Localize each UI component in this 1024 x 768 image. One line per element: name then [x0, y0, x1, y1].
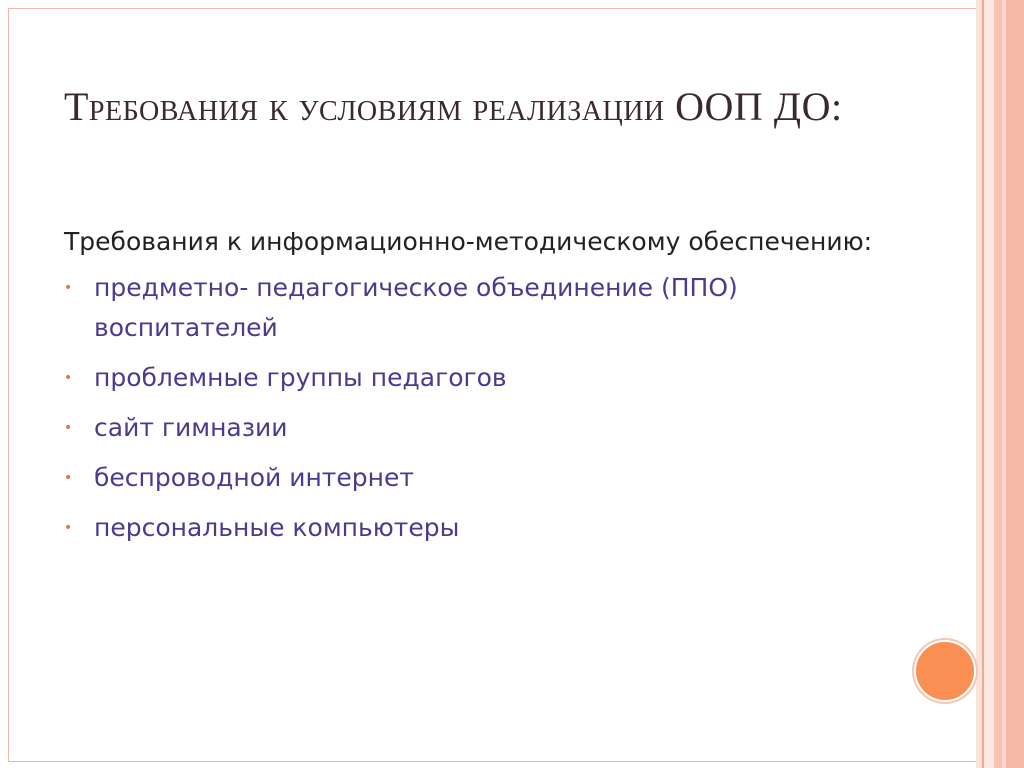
list-item-text: беспроводной интернет	[94, 463, 414, 492]
decorative-stripe	[994, 0, 1002, 768]
list-item-text: предметно- педагогическое объединение (ППО) воспитателей	[94, 273, 738, 342]
slide-body	[64, 222, 924, 558]
bullet-icon: •	[64, 280, 73, 296]
bullet-icon: •	[64, 370, 73, 386]
bullet-icon: •	[64, 520, 73, 536]
list-item	[64, 508, 924, 548]
list-item	[64, 458, 924, 498]
decorative-circle	[914, 640, 976, 702]
list-item-text: проблемные группы педагогов	[94, 363, 507, 392]
list-item	[64, 358, 924, 398]
list-item-text: сайт гимназии	[94, 413, 288, 442]
decorative-stripe	[1006, 0, 1024, 768]
list-item-text: персональные компьютеры	[94, 513, 460, 542]
list-item	[64, 408, 924, 448]
bullet-icon: •	[64, 470, 73, 486]
list-item	[64, 268, 924, 348]
bullet-icon: •	[64, 420, 73, 436]
intro-text: Требования к информационно-методическому обеспечению:	[64, 227, 873, 256]
bullet-list	[64, 268, 924, 548]
slide-title: Требования к условиям реализации ООП ДО:	[64, 84, 843, 129]
decorative-stripe	[984, 0, 994, 768]
